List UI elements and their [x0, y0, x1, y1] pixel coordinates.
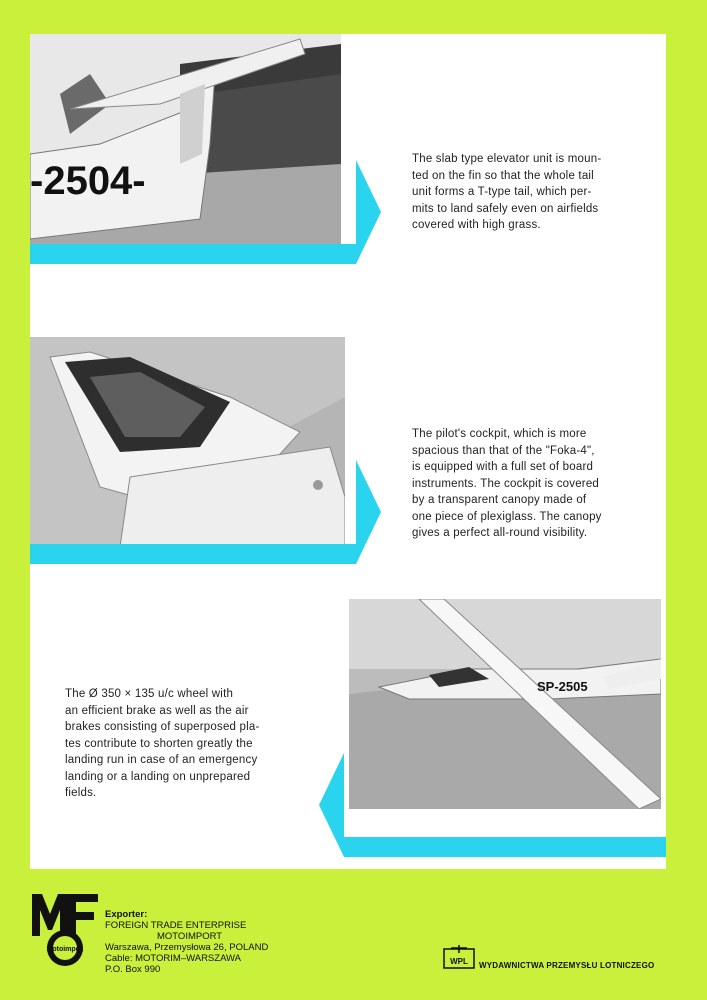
caption-line: ted on the fin so that the whole tail — [412, 169, 594, 182]
caption-line: gives a perfect all-round visibility. — [412, 527, 588, 539]
caption-line: an efficient brake as well as the air — [65, 704, 249, 717]
arrow-left-icon — [318, 751, 666, 859]
caption-line: one piece of plexiglass. The canopy — [412, 510, 602, 523]
exporter-line: FOREIGN TRADE ENTERPRISE — [105, 920, 247, 931]
caption-line: is equipped with a full set of board — [412, 461, 594, 473]
caption-line: instruments. The cockpit is covered — [412, 477, 600, 490]
logo-ring-text: Motoimpex — [46, 946, 84, 953]
exporter-line: P.O. Box 990 — [105, 964, 161, 975]
arrow-right-icon — [30, 458, 382, 566]
caption-line: The slab type elevator unit is moun- — [412, 153, 602, 165]
caption-line: covered with high grass. — [412, 219, 541, 231]
caption-line: fields. — [65, 787, 97, 799]
caption-line: landing or a landing on unprepared — [65, 770, 251, 783]
wpl-logo-text: WPL — [450, 957, 468, 966]
exporter-line: MOTOIMPORT — [157, 931, 223, 942]
exporter-label: Exporter: — [105, 909, 148, 920]
photo-registration-marking: -2504- — [30, 159, 146, 203]
caption-line: The Ø 350 × 135 u/c wheel with — [65, 688, 234, 700]
caption-cockpit — [412, 426, 632, 542]
motoimport-logo — [30, 888, 100, 968]
wpl-logo — [443, 945, 475, 969]
photo-registration-marking: SP-2505 — [537, 679, 588, 694]
publisher-name: WYDAWNICTWA PRZEMYSŁU LOTNICZEGO — [479, 961, 655, 970]
caption-line: brakes consisting of superposed pla- — [65, 721, 260, 733]
caption-line: landing run in case of an emergency — [65, 754, 258, 766]
arrow-right-icon — [30, 158, 382, 266]
caption-line: The pilot's cockpit, which is more — [412, 428, 587, 440]
caption-line: unit forms a T-type tail, which per- — [412, 186, 592, 198]
exporter-block — [105, 909, 345, 975]
caption-line: mits to land safely even on airfields — [412, 202, 599, 215]
caption-wheel-brakes — [65, 686, 285, 802]
exporter-line: Warszawa, Przemysłowa 26, POLAND — [105, 942, 269, 953]
caption-elevator-unit — [412, 151, 632, 234]
caption-line: tes contribute to shorten greatly the — [65, 737, 253, 750]
exporter-line: Cable: MOTORIM–WARSZAWA — [105, 953, 242, 964]
caption-line: by a transparent canopy made of — [412, 494, 587, 506]
caption-line: spacious than that of the "Foka-4", — [412, 444, 595, 457]
